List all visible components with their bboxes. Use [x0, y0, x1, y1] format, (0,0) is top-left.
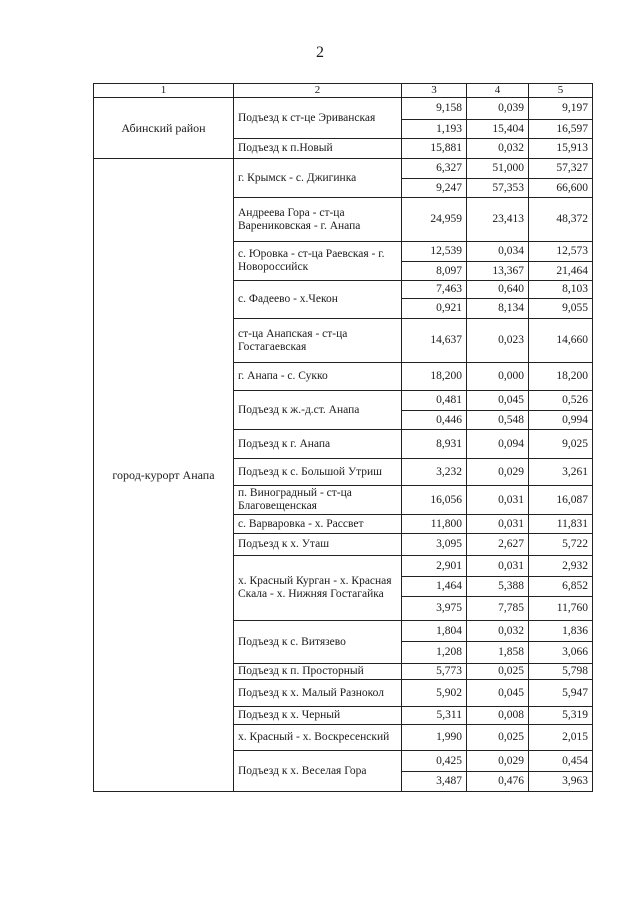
value-cell: 3,261: [529, 459, 593, 486]
value-cell: 15,881: [402, 139, 467, 159]
table-row: [94, 159, 593, 179]
value-cell: 21,464: [529, 262, 593, 281]
value-cell: 0,031: [467, 486, 529, 515]
value-cell: 3,975: [402, 597, 467, 621]
value-cell: 5,311: [402, 707, 467, 725]
value-cell: 3,095: [402, 534, 467, 556]
road-name-cell: г. Анапа - с. Сукко: [234, 363, 402, 391]
value-cell: 0,039: [467, 98, 529, 120]
table-row: [94, 98, 593, 120]
value-cell: 5,798: [529, 664, 593, 680]
value-cell: 16,087: [529, 486, 593, 515]
road-name-cell: Подъезд к с. Большой Утриш: [234, 459, 402, 486]
road-name-cell: Подъезд к ст-це Эриванская: [234, 98, 402, 139]
road-name-cell: Подъезд к х. Уташ: [234, 534, 402, 556]
road-name-cell: Подъезд к х. Малый Разнокол: [234, 680, 402, 707]
value-cell: 51,000: [467, 159, 529, 179]
value-cell: 0,031: [467, 515, 529, 534]
value-cell: 12,539: [402, 242, 467, 262]
value-cell: 2,901: [402, 556, 467, 577]
value-cell: 24,959: [402, 198, 467, 242]
value-cell: 0,446: [402, 411, 467, 430]
value-cell: 13,367: [467, 262, 529, 281]
value-cell: 1,208: [402, 642, 467, 664]
value-cell: 9,025: [529, 430, 593, 459]
value-cell: 0,032: [467, 621, 529, 642]
roads-table: [93, 83, 593, 792]
value-cell: 16,597: [529, 120, 593, 139]
value-cell: 0,034: [467, 242, 529, 262]
road-name-cell: с. Варваровка - х. Рассвет: [234, 515, 402, 534]
value-cell: 8,931: [402, 430, 467, 459]
road-name-cell: х. Красный - х. Воскресенский: [234, 725, 402, 751]
value-cell: 2,015: [529, 725, 593, 751]
value-cell: 18,200: [402, 363, 467, 391]
value-cell: 0,023: [467, 319, 529, 363]
value-cell: 9,055: [529, 299, 593, 319]
value-cell: 0,425: [402, 751, 467, 772]
district-cell: Абинский район: [94, 98, 234, 159]
value-cell: 5,722: [529, 534, 593, 556]
header-row: [94, 84, 593, 98]
road-name-cell: х. Красный Курган - х. Красная Скала - х. Нижняя Гостагайка: [234, 556, 402, 621]
value-cell: 12,573: [529, 242, 593, 262]
value-cell: 0,454: [529, 751, 593, 772]
value-cell: 0,045: [467, 680, 529, 707]
district-cell: город-курорт Анапа: [94, 159, 234, 792]
value-cell: 6,852: [529, 577, 593, 597]
value-cell: 1,990: [402, 725, 467, 751]
value-cell: 0,094: [467, 430, 529, 459]
column-header: 5: [529, 84, 593, 98]
value-cell: 57,327: [529, 159, 593, 179]
value-cell: 48,372: [529, 198, 593, 242]
road-name-cell: Подъезд к г. Анапа: [234, 430, 402, 459]
road-name-cell: п. Виноградный - ст-ца Благовещенская: [234, 486, 402, 515]
value-cell: 9,158: [402, 98, 467, 120]
value-cell: 2,627: [467, 534, 529, 556]
value-cell: 9,197: [529, 98, 593, 120]
value-cell: 1,464: [402, 577, 467, 597]
value-cell: 0,481: [402, 391, 467, 411]
value-cell: 5,773: [402, 664, 467, 680]
column-header: 1: [94, 84, 234, 98]
value-cell: 2,932: [529, 556, 593, 577]
value-cell: 5,319: [529, 707, 593, 725]
value-cell: 23,413: [467, 198, 529, 242]
road-name-cell: ст-ца Анапская - ст-ца Гостагаевская: [234, 319, 402, 363]
value-cell: 3,232: [402, 459, 467, 486]
value-cell: 0,025: [467, 664, 529, 680]
value-cell: 1,193: [402, 120, 467, 139]
value-cell: 0,029: [467, 459, 529, 486]
road-name-cell: Подъезд к п. Просторный: [234, 664, 402, 680]
road-name-cell: Подъезд к с. Витязево: [234, 621, 402, 664]
value-cell: 11,831: [529, 515, 593, 534]
value-cell: 7,785: [467, 597, 529, 621]
value-cell: 0,032: [467, 139, 529, 159]
value-cell: 3,487: [402, 772, 467, 792]
value-cell: 1,858: [467, 642, 529, 664]
value-cell: 0,000: [467, 363, 529, 391]
value-cell: 1,836: [529, 621, 593, 642]
value-cell: 0,921: [402, 299, 467, 319]
value-cell: 5,902: [402, 680, 467, 707]
value-cell: 0,025: [467, 725, 529, 751]
value-cell: 0,045: [467, 391, 529, 411]
value-cell: 14,660: [529, 319, 593, 363]
value-cell: 9,247: [402, 179, 467, 198]
page-number: 2: [316, 44, 324, 61]
value-cell: 1,804: [402, 621, 467, 642]
road-name-cell: г. Крымск - с. Джигинка: [234, 159, 402, 198]
value-cell: 8,097: [402, 262, 467, 281]
value-cell: 15,913: [529, 139, 593, 159]
road-name-cell: Подъезд к ж.-д.ст. Анапа: [234, 391, 402, 430]
column-header: 4: [467, 84, 529, 98]
road-name-cell: Подъезд к х. Веселая Гора: [234, 751, 402, 792]
value-cell: 16,056: [402, 486, 467, 515]
value-cell: 6,327: [402, 159, 467, 179]
value-cell: 15,404: [467, 120, 529, 139]
value-cell: 3,963: [529, 772, 593, 792]
value-cell: 5,947: [529, 680, 593, 707]
value-cell: 11,760: [529, 597, 593, 621]
value-cell: 11,800: [402, 515, 467, 534]
value-cell: 5,388: [467, 577, 529, 597]
value-cell: 7,463: [402, 281, 467, 299]
value-cell: 0,476: [467, 772, 529, 792]
value-cell: 8,134: [467, 299, 529, 319]
value-cell: 18,200: [529, 363, 593, 391]
road-name-cell: с. Фадеево - х.Чекон: [234, 281, 402, 319]
value-cell: 0,994: [529, 411, 593, 430]
column-header: 2: [234, 84, 402, 98]
road-name-cell: Подъезд к х. Черный: [234, 707, 402, 725]
value-cell: 0,640: [467, 281, 529, 299]
road-name-cell: Андреева Гора - ст-ца Варениковская - г. Анапа: [234, 198, 402, 242]
value-cell: 3,066: [529, 642, 593, 664]
value-cell: 0,029: [467, 751, 529, 772]
value-cell: 0,548: [467, 411, 529, 430]
value-cell: 66,600: [529, 179, 593, 198]
value-cell: 14,637: [402, 319, 467, 363]
road-name-cell: с. Юровка - ст-ца Раевская - г. Новороссийск: [234, 242, 402, 281]
value-cell: 0,526: [529, 391, 593, 411]
value-cell: 8,103: [529, 281, 593, 299]
road-name-cell: Подъезд к п.Новый: [234, 139, 402, 159]
value-cell: 0,031: [467, 556, 529, 577]
value-cell: 0,008: [467, 707, 529, 725]
column-header: 3: [402, 84, 467, 98]
value-cell: 57,353: [467, 179, 529, 198]
